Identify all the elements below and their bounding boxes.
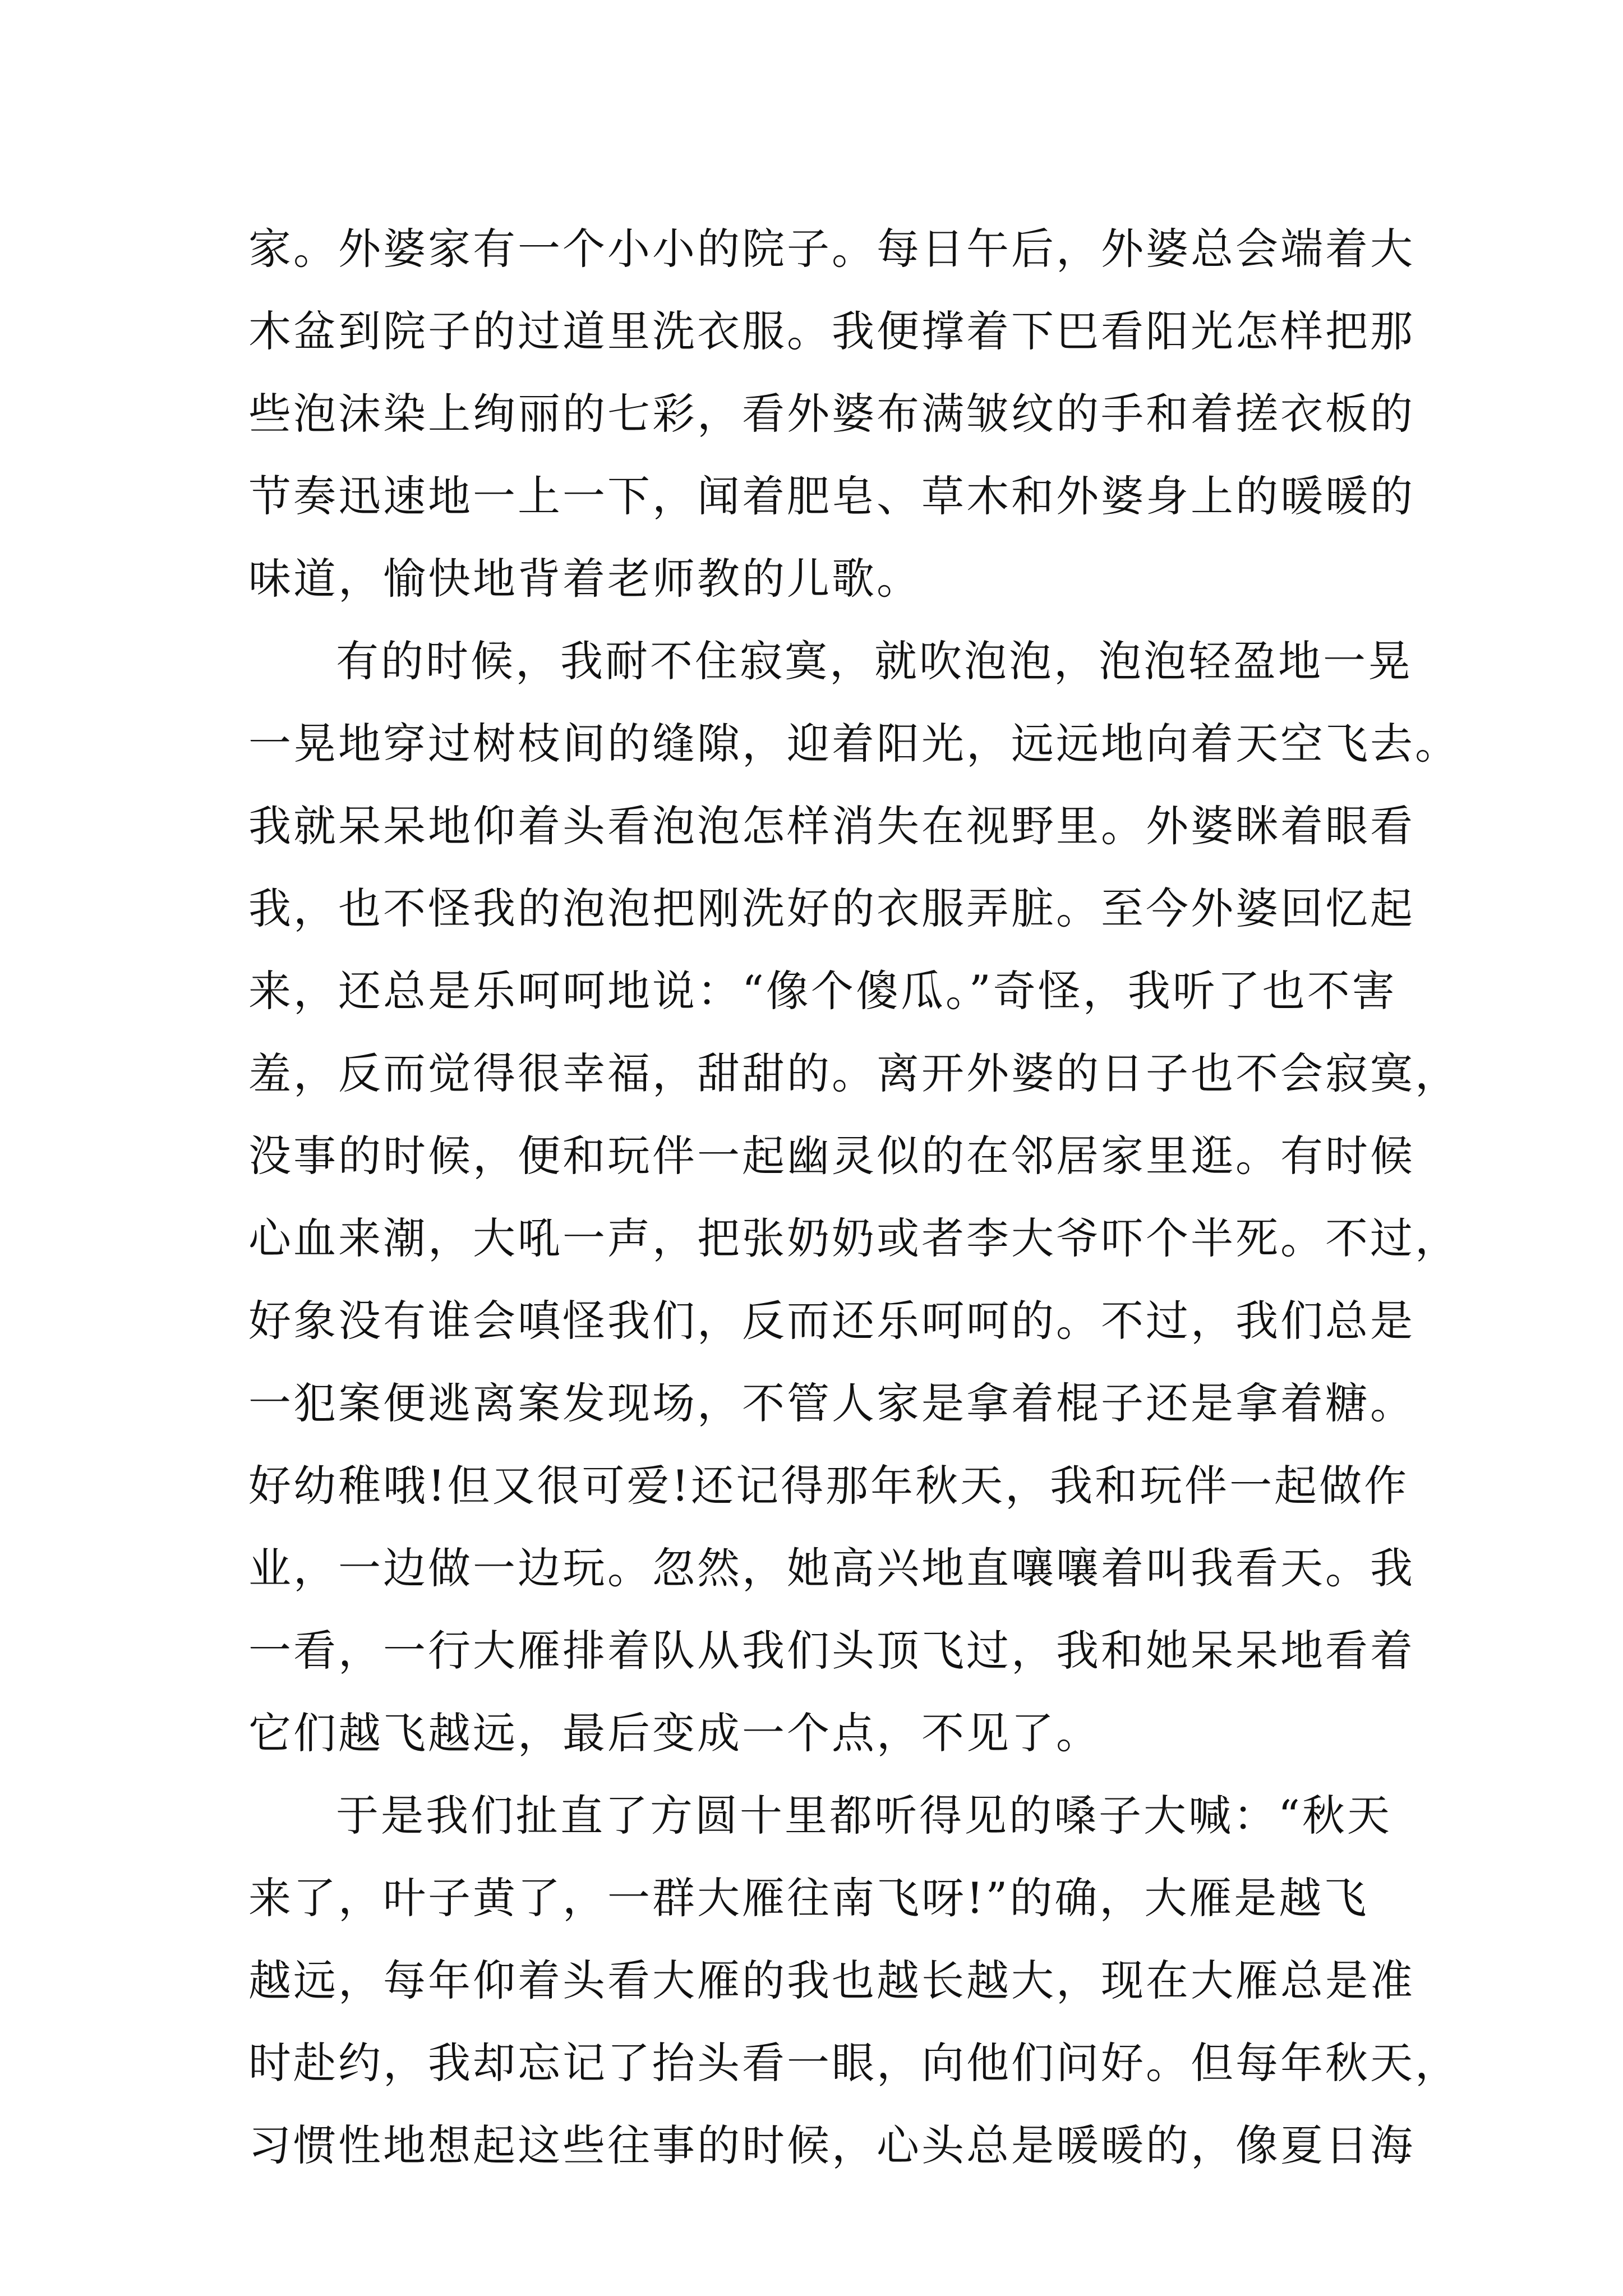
- text-line: 来，还总是乐呵呵地说：“像个傻瓜。”奇怪，我听了也不害: [248, 966, 1397, 1016]
- text-line: 业，一边做一边玩。忽然，她高兴地直嚷嚷着叫我看天。我: [248, 1543, 1415, 1593]
- text-line: 时赴约，我却忘记了抬头看一眼，向他们问好。但每年秋天，: [248, 2038, 1460, 2088]
- text-line: 一犯案便逃离案发现场，不管人家是拿着棍子还是拿着糖。: [248, 1378, 1415, 1428]
- body-text: [248, 208, 1460, 2187]
- paragraph: [248, 208, 1415, 620]
- text-line: 好幼稚哦!但又很可爱!还记得那年秋天，我和玩伴一起做作: [248, 1461, 1409, 1511]
- text-line: 些泡沫染上绚丽的七彩，看外婆布满皱纹的手和着搓衣板的: [248, 389, 1415, 439]
- text-line: 我，也不怪我的泡泡把刚洗好的衣服弄脏。至今外婆回忆起: [248, 884, 1415, 933]
- paragraph: [248, 1774, 1460, 2187]
- text-line: 它们越飞越远，最后变成一个点，不见了。: [248, 1708, 1101, 1758]
- text-line: 一看，一行大雁排着队从我们头顶飞过，我和她呆呆地看着: [248, 1626, 1415, 1676]
- text-line: 节奏迅速地一上一下，闻着肥皂、草木和外婆身上的暖暖的: [248, 471, 1415, 521]
- text-line: 有的时候，我耐不住寂寞，就吹泡泡，泡泡轻盈地一晃: [336, 636, 1413, 686]
- text-line: 于是我们扯直了方圆十里都听得见的嗓子大喊：“秋天: [336, 1791, 1392, 1841]
- text-line: 好象没有谁会嗔怪我们，反而还乐呵呵的。不过，我们总是: [248, 1296, 1415, 1346]
- text-line: 越远，每年仰着头看大雁的我也越长越大，现在大雁总是准: [248, 1955, 1415, 2005]
- text-line: 来了，叶子黄了，一群大雁往南飞呀!”的确，大雁是越飞: [248, 1873, 1369, 1923]
- text-line: 羞，反而觉得很幸福，甜甜的。离开外婆的日子也不会寂寞，: [248, 1048, 1460, 1098]
- text-line: 我就呆呆地仰着头看泡泡怎样消失在视野里。外婆眯着眼看: [248, 801, 1415, 851]
- text-line: 木盆到院子的过道里洗衣服。我便撑着下巴看阳光怎样把那: [248, 306, 1415, 356]
- text-line: 家。外婆家有一个小小的院子。每日午后，外婆总会端着大: [248, 224, 1415, 274]
- text-line: 心血来潮，大吼一声，把张奶奶或者李大爷吓个半死。不过，: [248, 1213, 1460, 1263]
- text-line: 一晃地穿过树枝间的缝隙，迎着阳光，远远地向着天空飞去。: [248, 719, 1460, 769]
- text-line: 没事的时候，便和玩伴一起幽灵似的在邻居家里逛。有时候: [248, 1131, 1415, 1181]
- text-line: 习惯性地想起这些往事的时候，心头总是暖暖的，像夏日海: [248, 2120, 1415, 2170]
- text-line: 味道，愉快地背着老师教的儿歌。: [248, 554, 921, 604]
- paragraph: [248, 620, 1460, 1774]
